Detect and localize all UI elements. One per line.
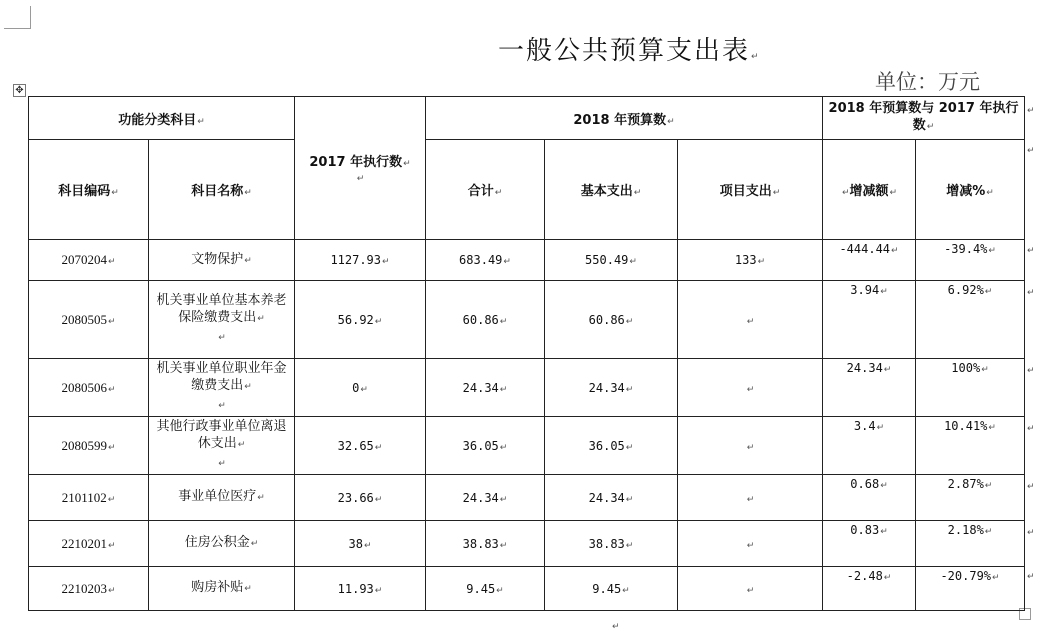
table-row [29,417,1025,475]
cell-change-pct: 100%↵ [916,359,1025,417]
cell-change-amount: 3.4↵ [823,417,916,475]
cell-total: 60.86↵ [426,281,545,359]
cell-change-amount: -2.48↵ [823,567,916,611]
cell-basic: 38.83↵ [545,521,678,567]
page-corner-mark [4,6,31,29]
cell-name: 文物保护↵ [149,240,295,281]
cell-exec2017: 1127.93↵ [295,240,426,281]
budget-table [28,96,1025,611]
row-end-mark: ↵ [1027,366,1035,376]
header-project: 项目支出↵ [678,140,823,240]
cell-project: ↵ [678,475,823,521]
cell-exec2017: 56.92↵ [295,281,426,359]
cell-change-amount: -444.44↵ [823,240,916,281]
cell-name: 事业单位医疗↵ [149,475,295,521]
header-change-pct: 增减%↵ [916,140,1025,240]
cell-basic: 24.34↵ [545,475,678,521]
table-row [29,567,1025,611]
page-title: 一般公共预算支出表↵ [498,36,761,66]
header-exec2017: 2017 年执行数↵ ↵ [295,97,426,240]
table-row [29,359,1025,417]
header-total: 合计↵ [426,140,545,240]
cell-project: ↵ [678,417,823,475]
table-row [29,475,1025,521]
header-basic: 基本支出↵ [545,140,678,240]
cell-project: 133↵ [678,240,823,281]
cell-name: 其他行政事业单位离退休支出↵ ↵ [149,417,295,475]
paragraph-mark: ↵ [612,622,620,632]
cell-total: 683.49↵ [426,240,545,281]
table-row [29,281,1025,359]
cell-change-amount: 0.83↵ [823,521,916,567]
cell-change-pct: 6.92%↵ [916,281,1025,359]
table-row [29,240,1025,281]
cell-change-amount: 24.34↵ [823,359,916,417]
row-end-mark: ↵ [1027,246,1035,256]
table-row [29,521,1025,567]
cell-code: 2080506↵ [29,359,149,417]
cell-exec2017: 32.65↵ [295,417,426,475]
cell-total: 36.05↵ [426,417,545,475]
cell-total: 9.45↵ [426,567,545,611]
cell-total: 38.83↵ [426,521,545,567]
row-end-mark: ↵ [1027,106,1035,116]
row-end-mark: ↵ [1027,528,1035,538]
move-handle-icon[interactable]: ✥ [13,84,26,97]
header-name: 科目名称↵ [149,140,295,240]
header-row-top [29,97,1025,140]
cell-name: 机关事业单位职业年金缴费支出↵ ↵ [149,359,295,417]
header-compare: 2018 年预算数与 2017 年执行数↵ [823,97,1025,140]
cell-project: ↵ [678,359,823,417]
cell-change-pct: -39.4%↵ [916,240,1025,281]
cell-code: 2070204↵ [29,240,149,281]
cell-basic: 550.49↵ [545,240,678,281]
header-row-sub [29,140,1025,240]
cell-project: ↵ [678,521,823,567]
cell-change-pct: 10.41%↵ [916,417,1025,475]
cell-total: 24.34↵ [426,475,545,521]
unit-label: 单位：万元 [875,70,980,94]
cell-basic: 24.34↵ [545,359,678,417]
row-end-mark: ↵ [1027,572,1035,582]
cell-exec2017: 23.66↵ [295,475,426,521]
cell-project: ↵ [678,281,823,359]
cell-name: 购房补贴↵ [149,567,295,611]
cell-change-amount: 3.94↵ [823,281,916,359]
cell-exec2017: 38↵ [295,521,426,567]
row-end-mark: ↵ [1027,424,1035,434]
cell-change-pct: 2.18%↵ [916,521,1025,567]
row-end-mark: ↵ [1027,146,1035,156]
cell-basic: 9.45↵ [545,567,678,611]
header-code: 科目编码↵ [29,140,149,240]
cell-project: ↵ [678,567,823,611]
cell-total: 24.34↵ [426,359,545,417]
cell-basic: 36.05↵ [545,417,678,475]
header-category: 功能分类科目↵ [29,97,295,140]
cell-name: 住房公积金↵ [149,521,295,567]
header-change-amount: ↵增减额↵ [823,140,916,240]
cell-code: 2080599↵ [29,417,149,475]
header-budget2018: 2018 年预算数↵ [426,97,823,140]
cell-change-amount: 0.68↵ [823,475,916,521]
row-end-mark: ↵ [1027,288,1035,298]
cell-name: 机关事业单位基本养老保险缴费支出↵ ↵ [149,281,295,359]
cell-change-pct: -20.79%↵ [916,567,1025,611]
cell-code: 2210203↵ [29,567,149,611]
cell-exec2017: 11.93↵ [295,567,426,611]
cell-code: 2210201↵ [29,521,149,567]
cell-change-pct: 2.87%↵ [916,475,1025,521]
cell-code: 2080505↵ [29,281,149,359]
cell-exec2017: 0↵ [295,359,426,417]
row-end-mark: ↵ [1027,482,1035,492]
cell-basic: 60.86↵ [545,281,678,359]
cell-code: 2101102↵ [29,475,149,521]
